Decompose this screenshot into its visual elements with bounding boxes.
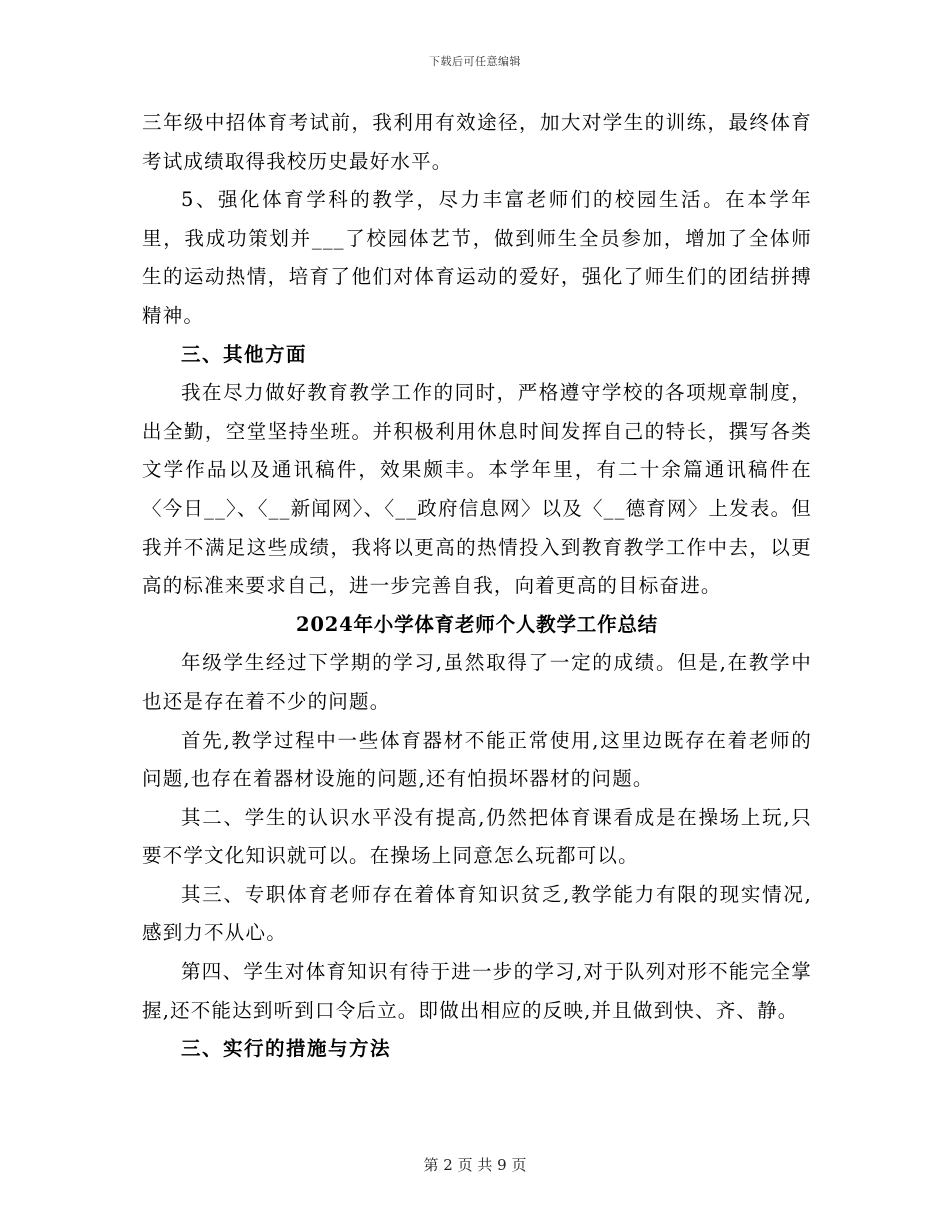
paragraph-continued: 三年级中招体育考试前，我利用有效途径，加大对学生的训练，最终体育考试成绩取得我校历史最好水平。 <box>142 111 812 173</box>
document-title: 2024年小学体育老师个人教学工作总结 <box>296 612 658 636</box>
paragraph-other-aspects: 我在尽力做好教育教学工作的同时，严格遵守学校的各项规章制度，出全勤，空堂坚持坐班。并积极利用休息时间发挥自己的特长，撰写各类文学作品以及通讯稿件，效果颇丰。本学年里，有二十余篇通讯稿件在〈今日__〉、〈__新闻网〉、〈__政府信息网〉以及〈__德育网〉上发表。但我并不满足这些成绩，我将以更高的热情投入到教育教学工作中去，以更高的标准来要求自己，进一步完善自我，向着更高的目标奋进。 <box>142 381 812 598</box>
paragraph-third-issue: 其三、专职体育老师存在着体育知识贫乏,教学能力有限的现实情况,感到力不从心。 <box>142 882 812 945</box>
paragraph-second-issue: 其二、学生的认识水平没有提高,仍然把体育课看成是在操场上玩,只要不学文化知识就可以。在操场上同意怎么玩都可以。 <box>142 805 812 868</box>
paragraph-item-5: 5、强化体育学科的教学，尽力丰富老师们的校园生活。在本学年里，我成功策划并___了校园体艺节，做到师生全员参加，增加了全体师生的运动热情，培育了他们对体育运动的爱好，强化了师生们的团结拼搏精神。 <box>142 188 812 327</box>
document-body <box>142 104 812 1069</box>
section-heading-measures: 三、实行的措施与方法 <box>181 1037 392 1061</box>
page-number-footer: 第 2 页 共 9 页 <box>423 1156 527 1174</box>
page-header-note: 下载后可任意编辑 <box>429 55 521 68</box>
paragraph-first-issue: 首先,教学过程中一些体育器材不能正常使用,这里边既存在着老师的问题,也存在着器材设施的问题,还有怕损坏器材的问题。 <box>142 728 812 791</box>
paragraph-fourth-issue: 第四、学生对体育知识有待于进一步的学习,对于队列对形不能完全掌握,还不能达到听到口令后立。即做出相应的反映,并且做到快、齐、静。 <box>142 960 812 1022</box>
paragraph-intro: 年级学生经过下学期的学习,虽然取得了一定的成绩。但是,在教学中也还是存在着不少的问题。 <box>142 651 812 713</box>
section-heading-other: 三、其他方面 <box>181 342 308 366</box>
